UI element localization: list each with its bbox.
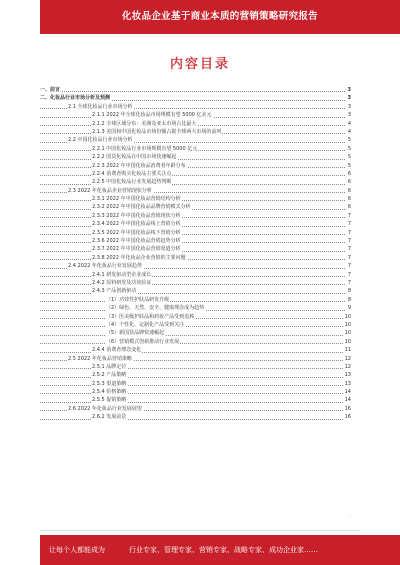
toc-entry-page: 9 bbox=[347, 305, 351, 312]
toc-entry[interactable] bbox=[40, 128, 351, 136]
toc-leader-dots bbox=[40, 159, 345, 160]
toc-entry-label: 2.4.3 产品创新驱动 bbox=[92, 288, 137, 295]
toc-entry-label: 2.2.1 中国化妆品行业市场规模有望 5000 亿元 bbox=[92, 145, 198, 152]
toc-entry-label: 2.1 全球化妆品行业市场分析 bbox=[68, 103, 133, 110]
toc-entry-page: 8 bbox=[347, 288, 351, 295]
toc-leader-dots bbox=[40, 352, 345, 353]
toc-entry[interactable] bbox=[40, 296, 351, 304]
toc-entry-label: 2.2.3 2022 年中国化妆品消费者年龄分布 bbox=[92, 162, 186, 169]
toc-entry[interactable] bbox=[40, 103, 351, 111]
toc-entry-label: （3）医美级护肤品和药妆产品受到追捧 bbox=[106, 313, 195, 320]
toc-entry[interactable] bbox=[40, 187, 351, 195]
toc-entry-label: 2.5.2 产品策略 bbox=[92, 372, 127, 379]
toc-entry[interactable] bbox=[40, 120, 351, 128]
toc-entry-page: 4 bbox=[347, 120, 351, 127]
toc-entry[interactable] bbox=[40, 355, 351, 363]
toc-entry[interactable] bbox=[40, 338, 351, 346]
toc-entry-page: 10 bbox=[344, 338, 351, 345]
toc-entry-label: 2.1.2 全球区域分布：美洲及亚太市场占比最大 bbox=[92, 120, 197, 127]
toc-leader-dots bbox=[40, 335, 345, 336]
toc-entry[interactable] bbox=[40, 371, 351, 379]
toc-leader-dots bbox=[40, 385, 345, 386]
toc-entry-label: （1）功效性护肤品研发升级 bbox=[106, 296, 170, 303]
toc-entry[interactable] bbox=[40, 262, 351, 270]
toc-leader-dots bbox=[40, 343, 345, 344]
toc-entry-page: 5 bbox=[347, 137, 351, 144]
toc-entry-page: 7 bbox=[347, 246, 351, 253]
footer-divider bbox=[40, 530, 360, 531]
footer-slogan-left: 让每个人都能成为 bbox=[49, 546, 105, 554]
toc-entry-page: 3 bbox=[347, 87, 351, 93]
toc-leader-dots bbox=[40, 293, 345, 294]
toc-entry-label: 2.3.2 2022 年中国化妆品品牌营销模式分析 bbox=[92, 204, 191, 211]
toc-entry-page: 6 bbox=[347, 187, 351, 194]
toc-entry[interactable] bbox=[40, 111, 351, 119]
toc-entry-page: 13 bbox=[344, 372, 351, 379]
toc-leader-dots bbox=[40, 217, 345, 218]
toc-entry[interactable] bbox=[40, 413, 351, 421]
toc-entry-label: 2.5.1 品牌定位 bbox=[92, 363, 127, 370]
toc-leader-dots bbox=[40, 301, 345, 302]
footer-slogan-right: 行业专家、管理专家、营销专家、战略专家、成功企业家…… bbox=[129, 546, 318, 554]
toc-entry-label: 2.3.7 2022 年中国化妆品营销渠道分析 bbox=[92, 246, 181, 253]
page-header bbox=[0, 0, 400, 34]
toc-entry-page: 7 bbox=[347, 212, 351, 219]
toc-leader-dots bbox=[40, 209, 345, 210]
toc-entry[interactable] bbox=[40, 271, 351, 279]
toc-entry-page: 16 bbox=[344, 405, 351, 412]
toc-entry[interactable] bbox=[40, 237, 351, 245]
toc-entry-label: 2.5 2022 年化妆品营销策略 bbox=[68, 355, 132, 362]
toc-entry-page: 11 bbox=[344, 347, 351, 354]
toc-entry-label: 2.3.5 2022 年中国化妆品线下营销分析 bbox=[92, 229, 181, 236]
toc-entry-label: 2.5.5 促销策略 bbox=[92, 397, 127, 404]
toc-entry[interactable] bbox=[40, 346, 351, 354]
toc-entry[interactable] bbox=[40, 313, 351, 321]
toc-entry-page: 7 bbox=[347, 221, 351, 228]
toc-entry-page: 7 bbox=[347, 254, 351, 261]
toc-leader-dots bbox=[40, 91, 345, 92]
toc-entry-label: （5）新国货品牌快速崛起 bbox=[106, 330, 165, 337]
table-of-contents bbox=[40, 86, 351, 422]
toc-entry-page: 7 bbox=[347, 279, 351, 286]
footer-margin bbox=[0, 535, 40, 565]
toc-entry-page: 14 bbox=[344, 397, 351, 404]
toc-entry-label: 2.4 2022 年化妆品行业发展趋势 bbox=[68, 263, 142, 270]
toc-entry[interactable] bbox=[40, 86, 351, 94]
toc-entry-page: 7 bbox=[347, 229, 351, 236]
header-margin bbox=[0, 0, 40, 34]
toc-entry[interactable] bbox=[40, 136, 351, 144]
toc-entry-page: 5 bbox=[347, 154, 351, 161]
toc-entry-label: 2.6.1 发展前景 bbox=[92, 414, 127, 421]
toc-entry[interactable] bbox=[40, 396, 351, 404]
toc-leader-dots bbox=[40, 175, 345, 176]
toc-entry[interactable] bbox=[40, 94, 351, 102]
toc-entry-label: 2.4.4 消费者理念变化 bbox=[92, 347, 142, 354]
toc-entry[interactable] bbox=[40, 405, 351, 413]
toc-entry-label: （4）个性化、定制化产品受到关注 bbox=[106, 321, 185, 328]
toc-entry-label: 二、化妆品行业市场分析及预测 bbox=[40, 95, 111, 102]
toc-entry-label: 2.3.1 2022 年中国化妆品营销结构分析 bbox=[92, 196, 181, 203]
toc-entry-page: 6 bbox=[347, 196, 351, 203]
toc-leader-dots bbox=[40, 251, 345, 252]
toc-entry-label: 2.1.1 2022 年全球化妆品市场规模有望 5000 亿美元 bbox=[92, 112, 212, 119]
toc-leader-dots bbox=[40, 419, 345, 420]
toc-leader-dots bbox=[40, 259, 345, 260]
toc-entry[interactable] bbox=[40, 220, 351, 228]
report-title: 化妆品企业基于商业本质的营销策略研究报告 bbox=[121, 11, 318, 22]
toc-entry-page: 10 bbox=[344, 321, 351, 328]
toc-entry-page: 12 bbox=[344, 355, 351, 362]
toc-entry-label: 2.4.1 研发驱动型企业成长 bbox=[92, 271, 152, 278]
toc-entry[interactable] bbox=[40, 153, 351, 161]
toc-entry-page: 3 bbox=[347, 103, 351, 110]
toc-entry[interactable] bbox=[40, 380, 351, 388]
toc-entry-page: 5 bbox=[347, 145, 351, 152]
toc-entry[interactable] bbox=[40, 287, 351, 295]
toc-entry-label: 2.6 2022 年化妆品行业发展展望 bbox=[68, 405, 142, 412]
toc-entry-label: （2）绿色、天然、安全、健康理念成为趋势 bbox=[106, 305, 205, 312]
toc-entry-page: 7 bbox=[347, 238, 351, 245]
toc-entry-page: 13 bbox=[344, 380, 351, 387]
toc-entry[interactable] bbox=[40, 329, 351, 337]
footer-band bbox=[0, 535, 400, 565]
toc-leader-dots bbox=[40, 184, 345, 185]
toc-leader-dots bbox=[40, 276, 345, 277]
toc-entry-label: 2.2.5 中国化妆品行业发展趋势判断 bbox=[92, 179, 172, 186]
toc-entry[interactable] bbox=[40, 363, 351, 371]
toc-entry-label: 2.5.4 价格策略 bbox=[92, 389, 127, 396]
toc-entry[interactable] bbox=[40, 254, 351, 262]
toc-entry[interactable] bbox=[40, 178, 351, 186]
toc-leader-dots bbox=[40, 167, 345, 168]
page-marker: · bbox=[349, 514, 351, 520]
toc-entry-label: 2.5.3 渠道策略 bbox=[92, 380, 127, 387]
toc-leader-dots bbox=[40, 234, 345, 235]
toc-leader-dots bbox=[40, 326, 345, 327]
toc-entry[interactable] bbox=[40, 170, 351, 178]
toc-entry[interactable] bbox=[40, 162, 351, 170]
toc-entry-label: 2.3 2022 年化妆品企业营销现状分析 bbox=[68, 187, 152, 194]
toc-entry[interactable] bbox=[40, 321, 351, 329]
toc-entry-page: 16 bbox=[344, 414, 351, 421]
toc-entry-label: 2.3.4 2022 年中国化妆品线上营销分析 bbox=[92, 221, 181, 228]
toc-entry-page: 3 bbox=[347, 112, 351, 119]
toc-entry-page: 6 bbox=[347, 170, 351, 177]
toc-entry-label: 2.2 中国化妆品行业市场分析 bbox=[68, 137, 133, 144]
toc-entry-page: 8 bbox=[347, 296, 351, 303]
toc-entry-label: 2.2.4 消费者购买化妆品主要关注点 bbox=[92, 170, 172, 177]
toc-leader-dots bbox=[40, 368, 345, 369]
toc-entry[interactable] bbox=[40, 203, 351, 211]
toc-entry-page: 14 bbox=[344, 389, 351, 396]
toc-entry-page: 10 bbox=[344, 313, 351, 320]
toc-leader-dots bbox=[40, 200, 345, 201]
toc-entry-label: 一、前言 bbox=[40, 87, 61, 93]
toc-entry-label: 2.2.2 国货化妆品在中国市场快速崛起 bbox=[92, 154, 177, 161]
toc-leader-dots bbox=[40, 242, 345, 243]
toc-entry[interactable] bbox=[40, 145, 351, 153]
toc-leader-dots bbox=[40, 377, 345, 378]
toc-entry-page: 5 bbox=[347, 162, 351, 169]
toc-entry[interactable] bbox=[40, 304, 351, 312]
toc-entry-label: （6）营销模式创新推动行业发展 bbox=[106, 338, 180, 345]
toc-entry-label: 2.4.2 原料研发及功效验证 bbox=[92, 279, 152, 286]
toc-entry-label: 2.3.3 2022 年中国化妆品营销现状分析 bbox=[92, 212, 181, 219]
toc-leader-dots bbox=[40, 393, 345, 394]
toc-entry-label: 2.1.3 美国和中国化妆品市场份额占据全球两大市场的前列 bbox=[92, 128, 222, 135]
toc-entry[interactable] bbox=[40, 195, 351, 203]
toc-entry-page: 12 bbox=[344, 363, 351, 370]
toc-entry[interactable] bbox=[40, 279, 351, 287]
toc-heading: 内容目录 bbox=[169, 57, 230, 72]
toc-leader-dots bbox=[40, 402, 345, 403]
toc-entry-page: 6 bbox=[347, 204, 351, 211]
toc-entry[interactable] bbox=[40, 212, 351, 220]
toc-leader-dots bbox=[40, 226, 345, 227]
toc-entry-page: 6 bbox=[347, 179, 351, 186]
toc-entry-page: 10 bbox=[344, 330, 351, 337]
toc-entry[interactable] bbox=[40, 229, 351, 237]
toc-entry-page: 3 bbox=[347, 95, 351, 102]
toc-leader-dots bbox=[40, 284, 345, 285]
toc-entry-page: 7 bbox=[347, 271, 351, 278]
toc-entry-page: 7 bbox=[347, 263, 351, 270]
toc-entry-label: 2.3.8 2022 年化妆品企业营销的主要问题 bbox=[92, 254, 186, 261]
toc-entry[interactable] bbox=[40, 388, 351, 396]
toc-entry-label: 2.3.6 2022 年中国化妆品营销趋势分析 bbox=[92, 238, 181, 245]
toc-entry[interactable] bbox=[40, 245, 351, 253]
toc-entry-page: 4 bbox=[347, 128, 351, 135]
